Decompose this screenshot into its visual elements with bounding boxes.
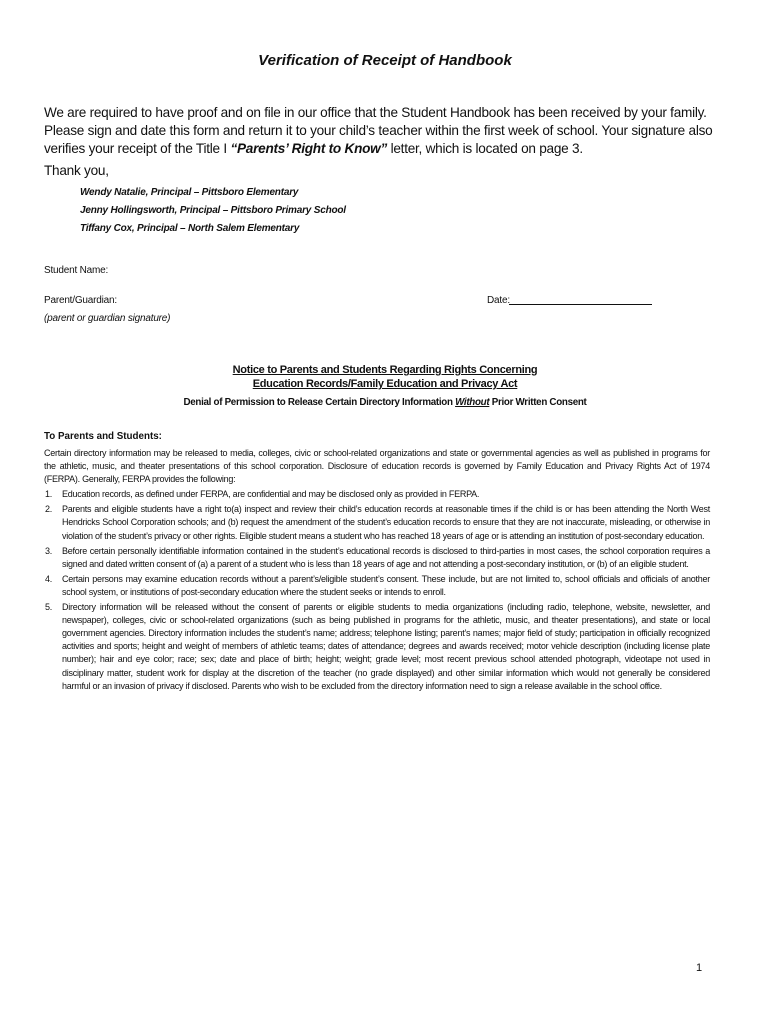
list-item: 3. Before certain personally identifiable information contained in the student’s educational records is disclosed to third-parties in most cases, the school corporation requires a signed and dated written consent of (a) a parent of a student who is less than 18 years of age and not attending a post-secondary institution, or (b) of an eligible student. — [45, 545, 710, 569]
signatory: Jenny Hollingsworth, Principal – Pittsboro Primary School — [80, 205, 346, 216]
to-parents-heading: To Parents and Students: — [44, 431, 162, 442]
parent-guardian-label: Parent/Guardian: — [44, 295, 117, 306]
thank-you: Thank you, — [44, 163, 109, 178]
notice-heading-line2: Education Records/Family Education and Privacy Act — [252, 378, 518, 390]
student-name-label: Student Name: — [44, 265, 109, 276]
notice-subheading: Denial of Permission to Release Certain Directory Information Without Prior Written Consent — [183, 397, 587, 408]
notice-emphasis: Without — [455, 397, 490, 408]
parent-signature-note: (parent or guardian signature) — [44, 313, 171, 324]
signatory-list — [80, 184, 346, 238]
ferpa-body — [44, 447, 710, 695]
intro-text: We are required to have proof and on file in our office that the Student Handbook has been received by your family. Please sign and date this form and return it to your child’s teacher within the first week of school. Your signature also verifies your receipt of the Title I — [44, 105, 713, 156]
list-item: 4. Certain persons may examine education records without a parent’s/eligible student’s consent. These include, but are not limited to, school officials and officials of another school system, or institutions of post-secondary education where the student seeks or intends to enroll. — [45, 573, 710, 597]
list-item: 5. Directory information will be released without the consent of parents or eligible students to media organizations (including radio, telephone, website, newsletter, and newspaper), colleges, civic or school-related organizations (such as being published in programs for the athletic, music, and theater presentations), and state or local government agencies. Directory information includes the student’s name; address; telephone listing; parent’s names; major field of study; participation in officially recognized activities and sports; height and weight of members of athletic teams; dates of attendance; degrees and awards received; motor vehicle description (including license plate number); hair and eye color; race; sex; date and place of birth; height; weight; grade level; most recent previous school attended photograph, videotape not used in disciplinary matter, student work for display at the discretion of the teacher (no grade displayed) and other similar information which would not generally be considered harmful or an invasion of privacy if disclosed. Parents who wish to be excluded from the directory information need to sign a release available in the school office. — [45, 602, 710, 691]
intro-paragraph — [44, 104, 724, 158]
list-item: 1. Education records, as defined under FERPA, are confidential and may be disclosed only as provided in FERPA. — [45, 489, 480, 500]
date-signature-line — [509, 304, 652, 305]
intro-quote: “Parents’ Right to Know” — [230, 141, 388, 156]
page-number: 1 — [696, 962, 703, 974]
signatory: Wendy Natalie, Principal – Pittsboro Elementary — [80, 187, 299, 198]
ferpa-list — [44, 488, 710, 692]
date-label: Date: — [487, 295, 510, 306]
signatory: Tiffany Cox, Principal – North Salem Elementary — [80, 223, 300, 234]
list-item: 2. Parents and eligible students have a right to(a) inspect and review their child’s education records at reasonable times if the child is or has been attending the North West Hendricks School Corporation schools; and (b) request the amendment of the student’s education records to ensure that they are not inaccurate, misleading, or otherwise in violation of the student’s privacy or other rights. Eligible student means a student who has reached 18 years of age or is attending an institution of post-secondary education. — [45, 504, 710, 541]
notice-heading-line1: Notice to Parents and Students Regarding Rights Concerning — [232, 364, 538, 376]
ferpa-intro: Certain directory information may be released to media, colleges, civic or school-related organizations and state or governmental agencies as well as published in programs for the athletic, music, and theater presentations of this school corporation. Disclosure of education records is governed by Family Education and Privacy Rights Act of 1974 (FERPA). Generally, FERPA provides the following: — [44, 448, 710, 485]
page-title: Verification of Receipt of Handbook — [258, 52, 512, 69]
intro-text-end: letter, which is located on page 3. — [387, 141, 583, 156]
